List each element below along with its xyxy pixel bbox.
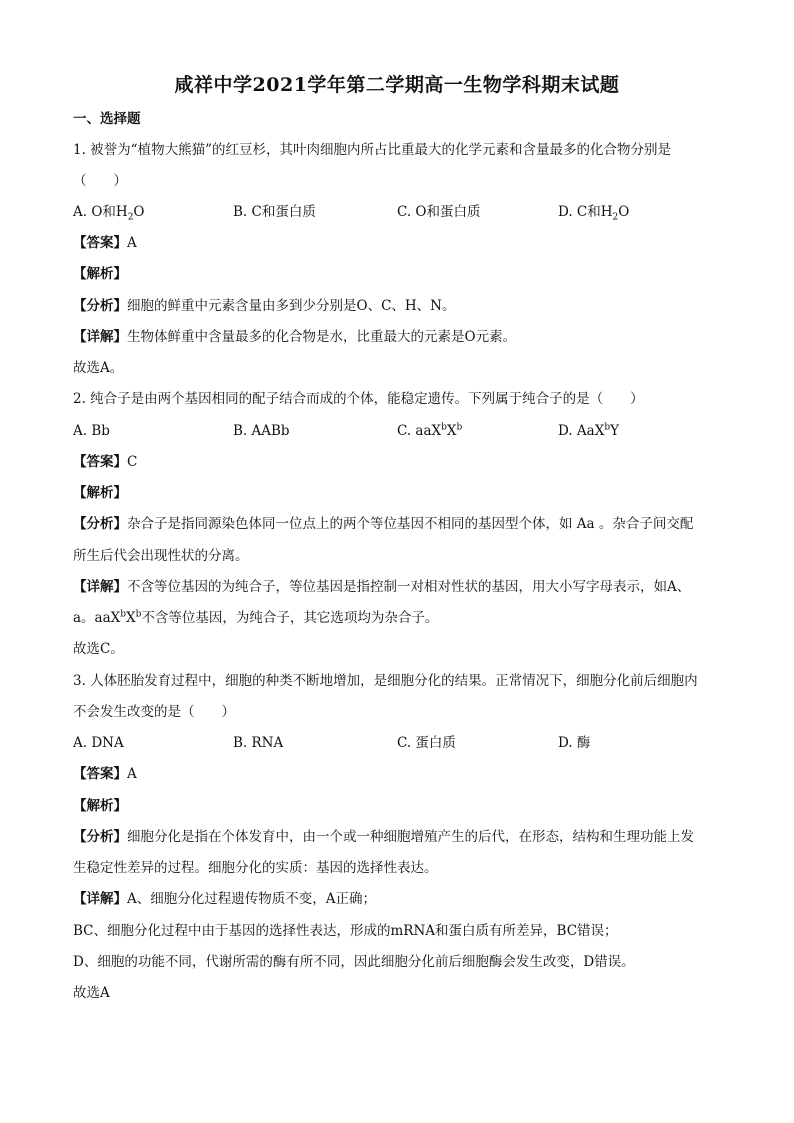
- q1-answer: 【答案】A: [73, 235, 137, 251]
- q2-fenxi-line2: 所生后代会出现性状的分离。: [73, 548, 249, 564]
- q3-xiangjie-line1: 【详解】A、细胞分化过程遗传物质不变，A正确；: [73, 891, 376, 907]
- q1-stem: 1. 被誉为“植物大熊猫”的红豆杉，其叶肉细胞内所占比重最大的化学元素和含量最多的化合物分别是: [73, 142, 671, 158]
- q1-option-a: A. O和$H_2O$: [73, 204, 145, 223]
- q2-fenxi-line1: 【分析】杂合子是指同源染色体同一位点上的两个等位基因不相同的基因型个体，如 Aa 。杂合子间交配: [73, 516, 694, 532]
- q2-xiangjie-line1: 【详解】不含等位基因的为纯合子，等位基因是指控制一对相对性状的基因，用大小写字母表示，如A、: [73, 579, 691, 595]
- q1-fenxi: 【分析】细胞的鲜重中元素含量由多到少分别是O、C、H、N。: [73, 298, 456, 314]
- q3-analysis-heading: 【解析】: [73, 798, 127, 814]
- q3-stem-line2: 不会发生改变的是（ ）: [73, 704, 235, 720]
- q3-xiangjie-line3: D、细胞的功能不同，代谢所需的酶有所不同，因此细胞分化前后细胞酶会发生改变，D错误。: [73, 954, 635, 970]
- q2-xiangjie-line2: a。$aaX^bX^b$不含等位基因，为纯合子，其它选项均为杂合子。: [73, 609, 439, 626]
- q2-analysis-heading: 【解析】: [73, 485, 127, 501]
- page-title: 咸祥中学2021学年第二学期高一生物学科期末试题: [174, 74, 620, 96]
- q2-answer: 【答案】C: [73, 454, 138, 470]
- q1-xiangjie: 【详解】生物体鲜重中含量最多的化合物是水，比重最大的元素是O元素。: [73, 329, 517, 345]
- q3-stem-line1: 3. 人体胚胎发育过程中，细胞的种类不断地增加，是细胞分化的结果。正常情况下，细胞分化前后细胞内: [73, 673, 698, 689]
- q2-conclusion: 故选C。: [73, 641, 124, 657]
- q2-option-b: B. AABb: [233, 423, 290, 439]
- q1-conclusion: 故选A。: [73, 360, 124, 376]
- q2-stem: 2. 纯合子是由两个基因相同的配子结合而成的个体，能稳定遗传。下列属于纯合子的是（ ）: [73, 391, 644, 407]
- q1-option-c: C. O和蛋白质: [397, 204, 481, 220]
- q3-answer: 【答案】A: [73, 766, 137, 782]
- q1-option-d: D. C和$H_2O$: [558, 204, 630, 223]
- q2-option-d: D. AaX$^b$Y: [558, 422, 620, 439]
- q3-xiangjie-line2: BC、细胞分化过程中由于基因的选择性表达，形成的mRNA和蛋白质有所差异，BC错误；: [73, 923, 618, 939]
- q1-analysis-heading: 【解析】: [73, 266, 127, 282]
- q3-option-c: C. 蛋白质: [397, 735, 456, 751]
- q3-fenxi-line1: 【分析】细胞分化是指在个体发育中，由一个或一种细胞增殖产生的后代，在形态，结构和生理功能上发: [73, 829, 694, 845]
- q3-option-b: B. RNA: [233, 735, 284, 751]
- q2-option-c: C. $aaX^bX^b$: [397, 422, 463, 439]
- q1-blank: （ ）: [73, 173, 127, 189]
- q3-option-d: D. 酶: [558, 735, 591, 751]
- q3-fenxi-line2: 生稳定性差异的过程。细胞分化的实质：基因的选择性表达。: [73, 860, 438, 876]
- q2-option-a: A. Bb: [73, 423, 110, 439]
- q1-option-b: B. C和蛋白质: [233, 204, 316, 220]
- section-heading: 一、选择题: [73, 111, 141, 127]
- q3-conclusion: 故选A: [73, 985, 110, 1001]
- q3-option-a: A. DNA: [73, 735, 124, 751]
